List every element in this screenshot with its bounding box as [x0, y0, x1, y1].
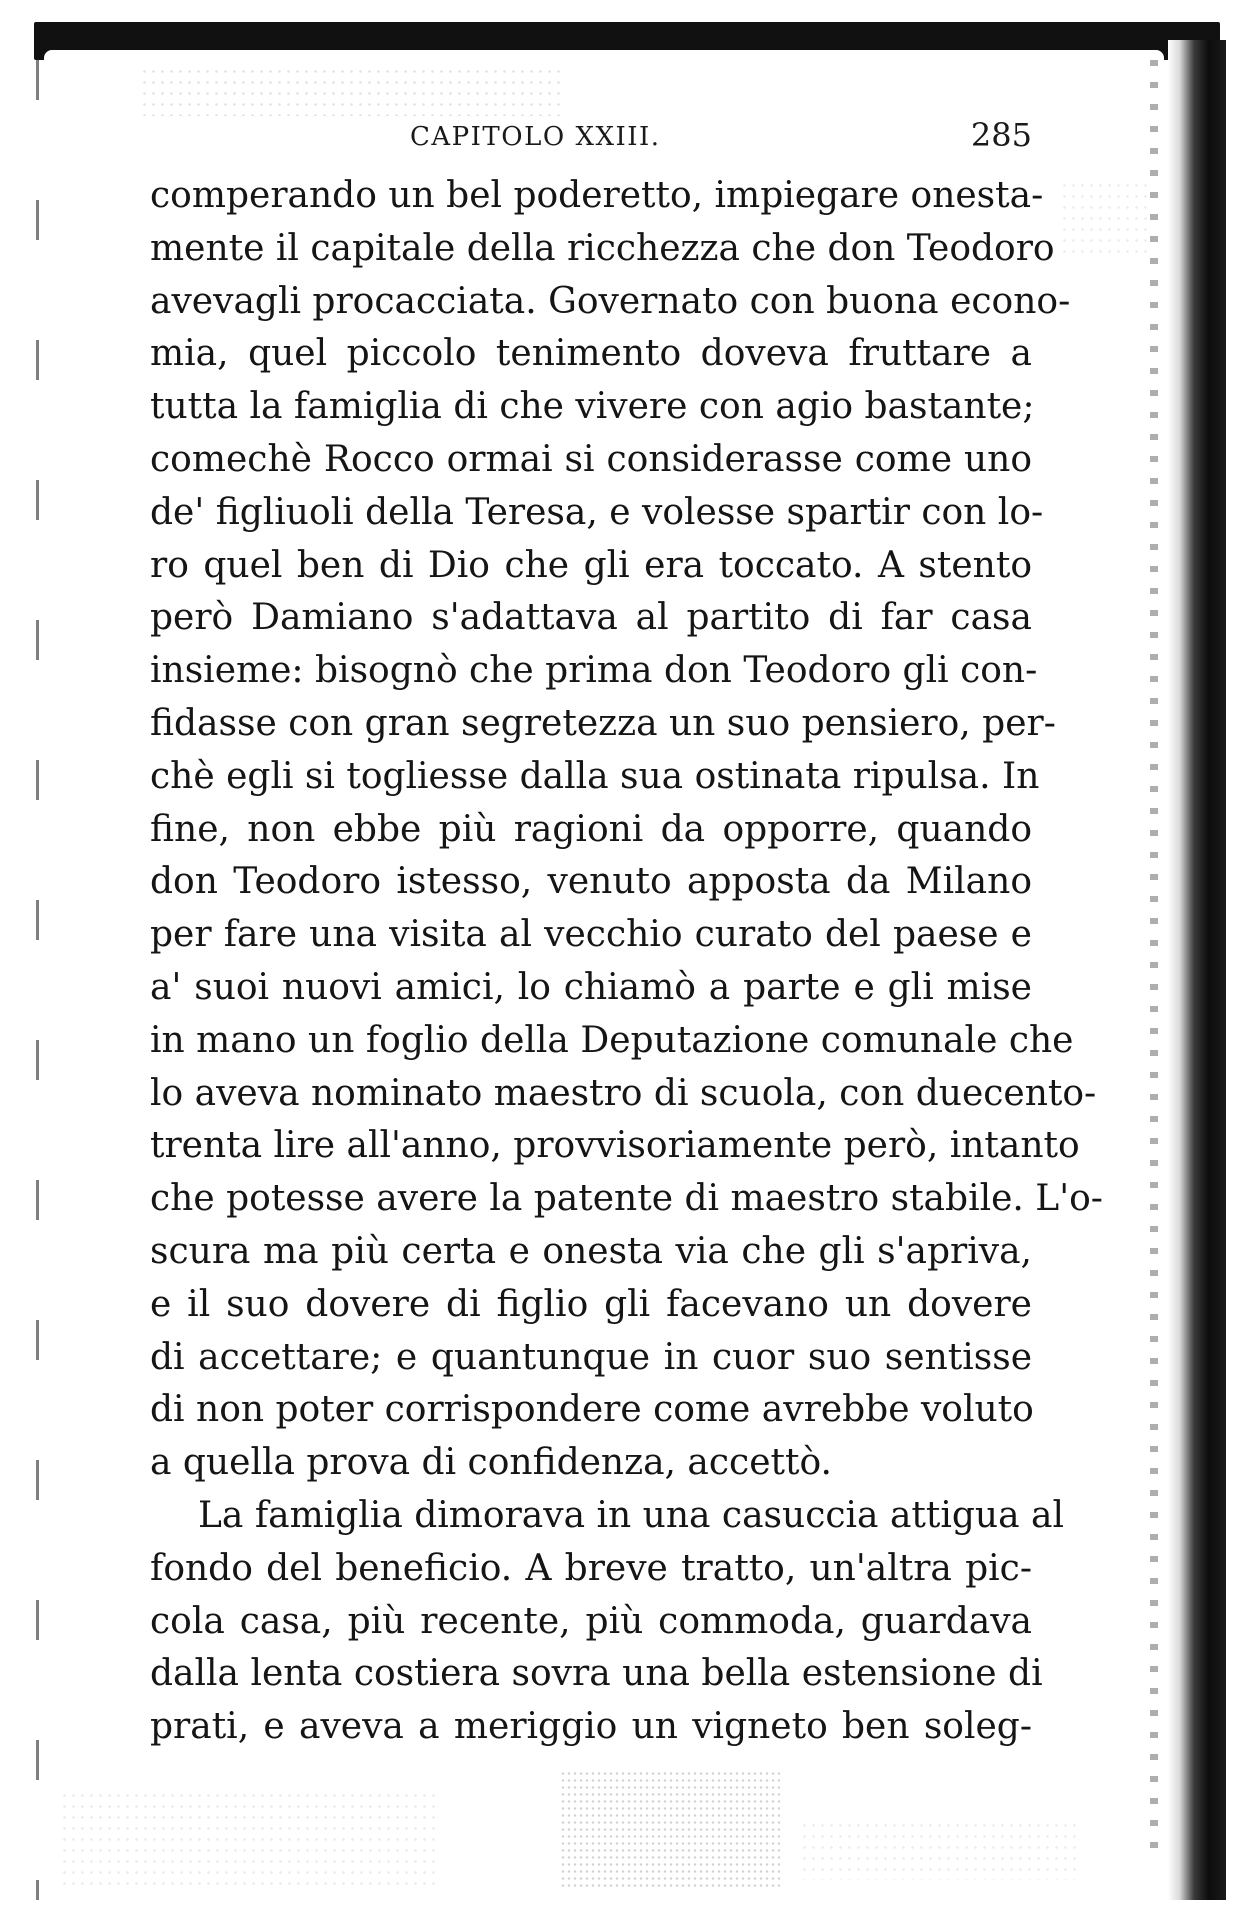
running-head: CAPITOLO XXIII.: [410, 122, 661, 152]
scan-edge-streaks: [1150, 60, 1158, 1860]
text-line: mente il capitale della ricchezza che don Teodoro: [150, 227, 1055, 269]
text-line: insieme: bisognò che prima don Teodoro gli con-: [150, 650, 1038, 692]
scan-binding-edge: [1168, 40, 1226, 1900]
text-line: a' suoi nuovi amici, lo chiamò a parte e gli mise: [150, 966, 1032, 1008]
paragraph-end-line: a quella prova di confidenza, accettò.: [150, 1442, 832, 1484]
text-line: fidasse con gran segretezza un suo pensiero, per-: [150, 702, 1056, 744]
scan-noise: [60, 1790, 440, 1890]
text-line: di accettare; e quantunque in cuor suo sentisse: [150, 1336, 1032, 1378]
text-line: avevagli procacciata. Governato con buona econo-: [150, 280, 1071, 322]
text-line: scura ma più certa e onesta via che gli s'apriva,: [150, 1230, 1032, 1272]
page-number: 285: [970, 116, 1032, 154]
text-line: e il suo dovere di figlio gli facevano un dovere: [150, 1283, 1032, 1325]
paragraph-start-line: La famiglia dimorava in una casuccia attigua al: [198, 1494, 1064, 1536]
text-line: fine, non ebbe più ragioni da opporre, quando: [150, 808, 1032, 850]
text-line: mia, quel piccolo tenimento doveva fruttare a: [150, 333, 1032, 375]
text-line: prati, e aveva a meriggio un vigneto ben soleg-: [150, 1706, 1032, 1748]
text-line: che potesse avere la patente di maestro stabile. L'o-: [150, 1178, 1103, 1220]
page-header: [150, 116, 1032, 162]
text-line: fondo del beneficio. A breve tratto, un'altra pic-: [150, 1547, 1032, 1589]
text-line: de' figliuoli della Teresa, e volesse spartir con lo-: [150, 491, 1044, 533]
text-line: per fare una visita al vecchio curato del paese e: [150, 914, 1032, 956]
scan-noise: [1060, 180, 1150, 260]
text-line: comechè Rocco ormai si considerasse come uno: [150, 438, 1032, 480]
text-line: comperando un bel poderetto, impiegare onesta-: [150, 175, 1044, 216]
text-line: dalla lenta costiera sovra una bella estensione di: [150, 1653, 1043, 1695]
text-line: però Damiano s'adattava al partito di far casa: [150, 597, 1032, 639]
scan-noise: [140, 66, 560, 116]
body-text: [150, 170, 1103, 1754]
scan-noise: [560, 1770, 780, 1890]
text-line: don Teodoro istesso, venuto apposta da Milano: [150, 861, 1032, 903]
text-line: trenta lire all'anno, provvisoriamente però, intanto: [150, 1125, 1080, 1167]
scan-left-edge: [36, 60, 39, 1900]
text-line: chè egli si togliesse dalla sua ostinata ripulsa. In: [150, 755, 1040, 797]
text-line: in mano un foglio della Deputazione comunale che: [150, 1019, 1074, 1061]
text-line: cola casa, più recente, più commoda, guardava: [150, 1600, 1032, 1642]
text-line: ro quel ben di Dio che gli era toccato. A stento: [150, 544, 1032, 586]
text-line: tutta la famiglia di che vivere con agio bastante;: [150, 386, 1035, 428]
text-line: di non poter corrispondere come avrebbe voluto: [150, 1389, 1034, 1431]
scan-noise: [800, 1820, 1080, 1880]
text-line: lo aveva nominato maestro di scuola, con duecento-: [150, 1072, 1097, 1114]
page-top-edge: [44, 50, 1164, 64]
